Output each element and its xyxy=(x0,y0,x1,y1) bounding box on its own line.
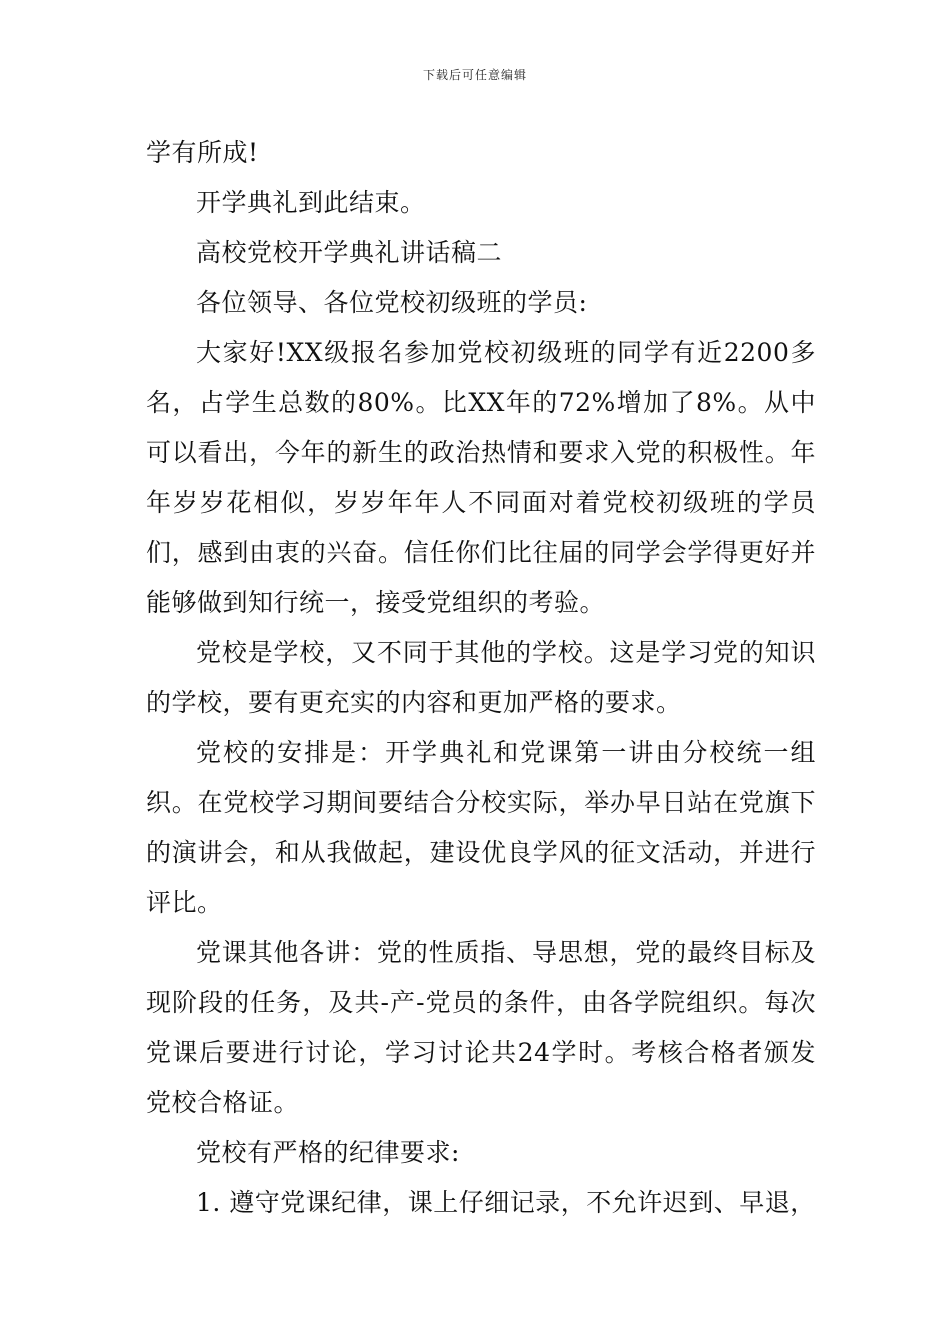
list-item-1: 1. 遵守党课纪律，课上仔细记录，不允许迟到、早退， xyxy=(196,1188,816,1217)
document-body xyxy=(146,128,816,1228)
salutation: 各位领导、各位党校初级班的学员: xyxy=(196,288,588,317)
section-title: 高校党校开学典礼讲话稿二 xyxy=(196,238,503,267)
page-header-note: 下载后可任意编辑 xyxy=(422,68,527,82)
paragraph-closing: 开学典礼到此结束。 xyxy=(196,188,426,217)
paragraph-party-school: 党校是学校，又不同于其他的学校。这是学习党的知识的学校，要有更充实的内容和更加严格的要求。 xyxy=(146,638,816,717)
paragraph-lectures: 党课其他各讲：党的性质指、导思想，党的最终目标及现阶段的任务，及共-产-党员的条件，由各学院组织。每次党课后要进行讨论，学习讨论共24学时。考核合格者颁发党校合格证。 xyxy=(146,938,816,1117)
paragraph-arrangement: 党校的安排是：开学典礼和党课第一讲由分校统一组织。在党校学习期间要结合分校实际，举办早日站在党旗下的演讲会，和从我做起，建设优良学风的征文活动，并进行评比。 xyxy=(146,738,816,917)
paragraph-discipline-intro: 党校有严格的纪律要求: xyxy=(196,1138,460,1167)
paragraph-greeting: 大家好!XX级报名参加党校初级班的同学有近2200多名，占学生总数的80%。比XX年的72%增加了8%。从中可以看出，今年的新生的政治热情和要求入党的积极性。年年岁岁花相似，岁岁年年人不同面对着党校初级班的学员们，感到由衷的兴奋。信任你们比往届的同学会学得更好并能够做到知行统一，接受党组织的考验。 xyxy=(146,338,816,617)
paragraph-continuation: 学有所成! xyxy=(146,138,259,167)
